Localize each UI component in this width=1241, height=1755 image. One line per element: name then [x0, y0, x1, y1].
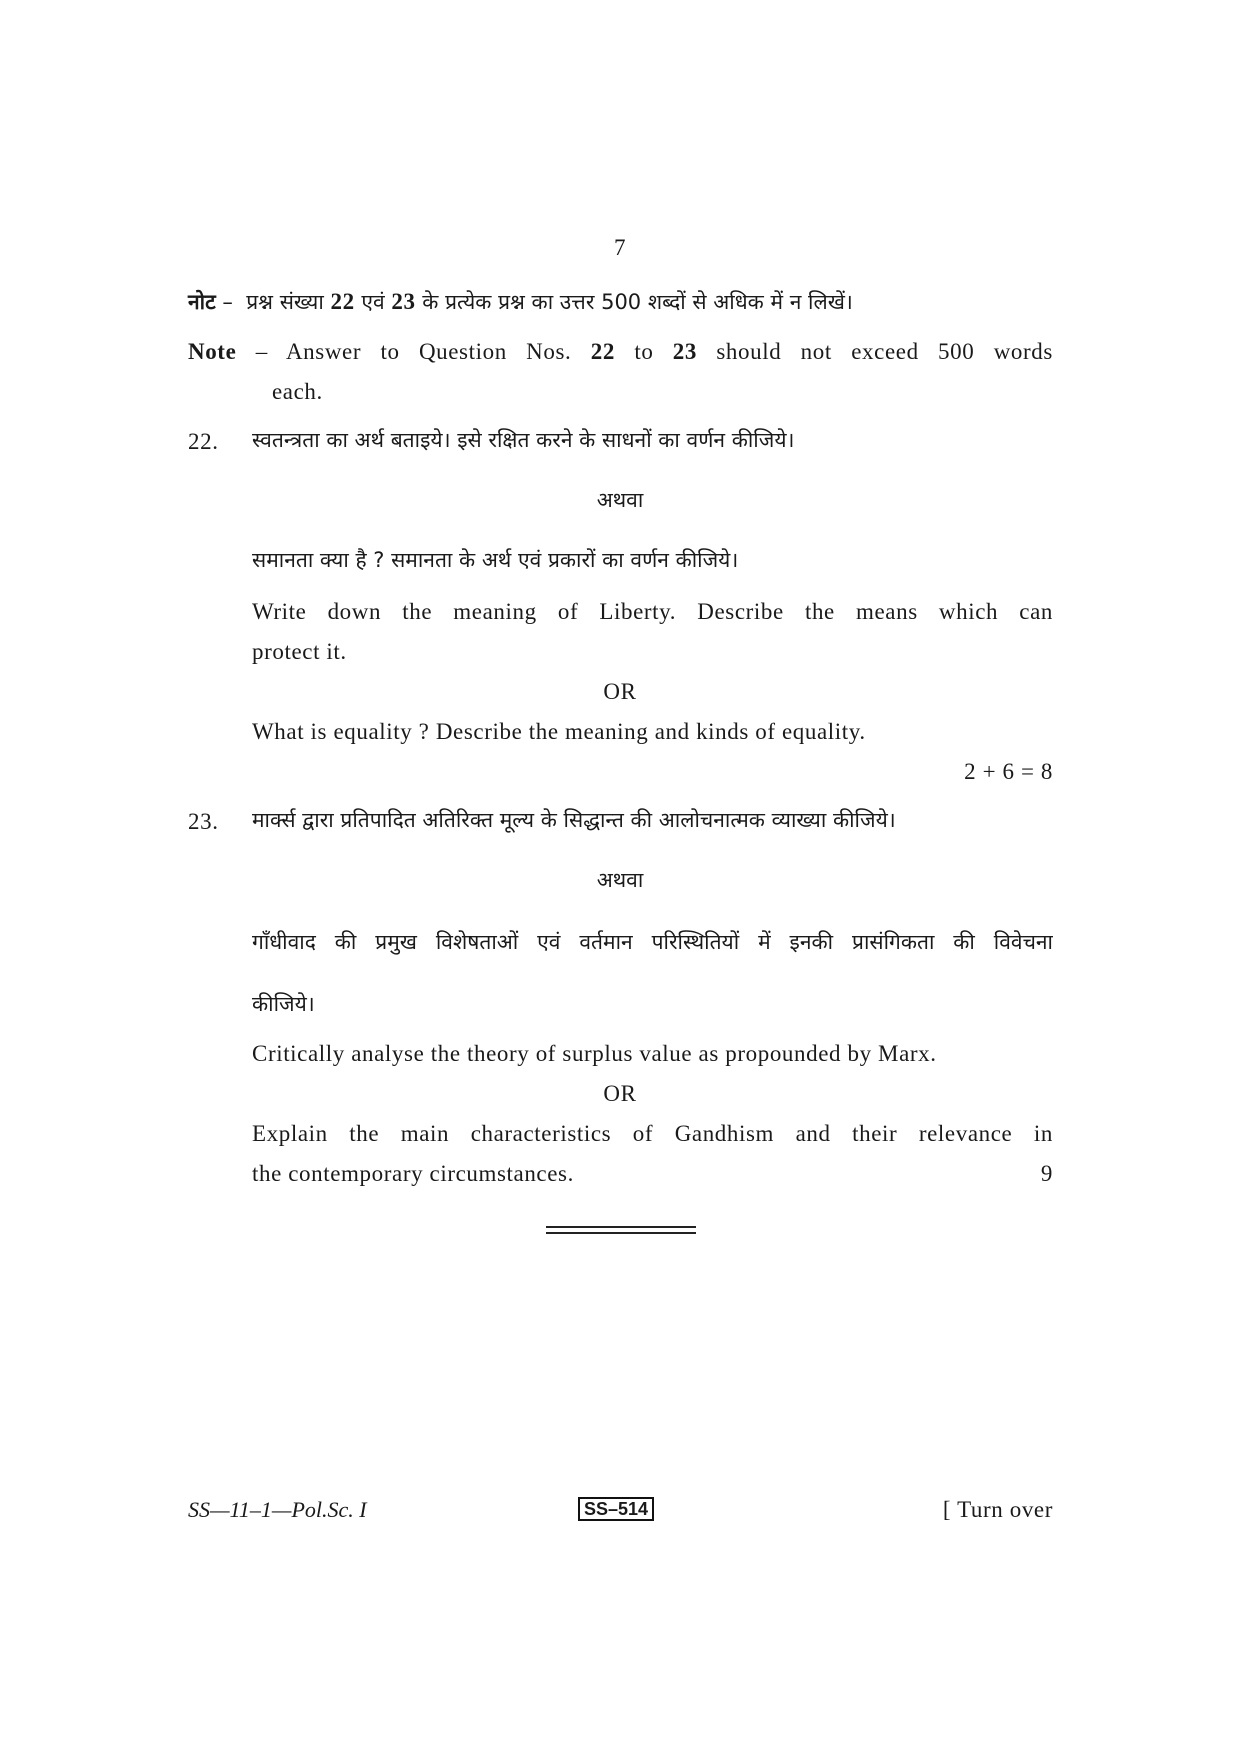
q23-english-alt-line1-text: Explain the main characteristics of Gandhism and their relevance in: [252, 1121, 1053, 1146]
end-rule-top: [546, 1226, 696, 1228]
note-english-label: Note: [188, 339, 237, 364]
q22-english-alt: What is equality ? Describe the meaning and kinds of equality.: [252, 719, 866, 744]
q23-hindi-alt-line1: [252, 922, 1053, 962]
note-hindi-q1: 22: [330, 289, 355, 314]
note-english-q1: 22: [590, 339, 615, 364]
note-hindi-dash: –: [222, 290, 233, 314]
q23-english-or: OR: [603, 1081, 637, 1106]
note-english-q2: 23: [672, 339, 697, 364]
q23-hindi-main: मार्क्स द्वारा प्रतिपादित अतिरिक्त मूल्य के सिद्धान्त की आलोचनात्मक व्याख्या कीजिये।: [252, 808, 896, 832]
note-hindi-text-a: प्रश्न संख्या: [246, 290, 324, 314]
note-english-text-b: to: [634, 339, 654, 364]
q22-english-main-line1-text: Write down the meaning of Liberty. Describe the means which can: [252, 599, 1053, 624]
q22-english-main-line1: [252, 592, 1053, 632]
q22-marks: 2 + 6 = 8: [964, 759, 1053, 784]
q22-hindi-main: स्वतन्त्रता का अर्थ बताइये। इसे रक्षित करने के साधनों का वर्णन कीजिये।: [252, 428, 795, 452]
note-english-text-a: – Answer to Question Nos.: [255, 339, 572, 364]
q22-hindi-alt: समानता क्या है ? समानता के अर्थ एवं प्रकारों का वर्णन कीजिये।: [252, 548, 739, 572]
q23-marks: 9: [1040, 1161, 1053, 1186]
note-hindi-text-c: के प्रत्येक प्रश्न का उत्तर 500 शब्दों से अधिक में न लिखें।: [422, 290, 853, 314]
note-english-line2: each.: [272, 379, 323, 404]
q23-english-alt-line1: [252, 1114, 1053, 1154]
footer-code-box-wrapper: [578, 1497, 654, 1521]
q22-number: 22.: [188, 429, 219, 454]
q22-english-main-line2: protect it.: [252, 639, 347, 664]
footer-code-box: SS–514: [578, 1497, 654, 1521]
note-hindi-text-b: एवं: [361, 290, 385, 314]
q23-hindi-alt-line2: कीजिये।: [252, 992, 315, 1016]
note-english-text-c: should not exceed 500 words: [716, 339, 1053, 364]
q23-number: 23.: [188, 809, 219, 834]
end-rule-bottom: [546, 1232, 696, 1234]
turn-over: [ Turn over: [942, 1497, 1053, 1522]
q23-english-alt-line2: the contemporary circumstances.: [252, 1161, 574, 1186]
page-number: 7: [613, 235, 627, 260]
q22-english-or: OR: [603, 679, 637, 704]
footer-code-left: SS—11–1—Pol.Sc. I: [188, 1497, 367, 1522]
note-hindi: [188, 282, 853, 322]
q23-hindi-or: अथवा: [596, 868, 644, 892]
note-hindi-q2: 23: [391, 289, 416, 314]
q23-hindi-alt-line1-text: गाँधीवाद की प्रमुख विशेषताओं एवं वर्तमान परिस्थितियों में इनकी प्रासंगिकता की विवेचना: [252, 930, 1053, 954]
note-hindi-label: नोट: [188, 290, 216, 314]
note-english-line1: [188, 332, 1053, 372]
q22-hindi-or: अथवा: [596, 488, 644, 512]
q23-english-main: Critically analyse the theory of surplus value as propounded by Marx.: [252, 1041, 937, 1066]
